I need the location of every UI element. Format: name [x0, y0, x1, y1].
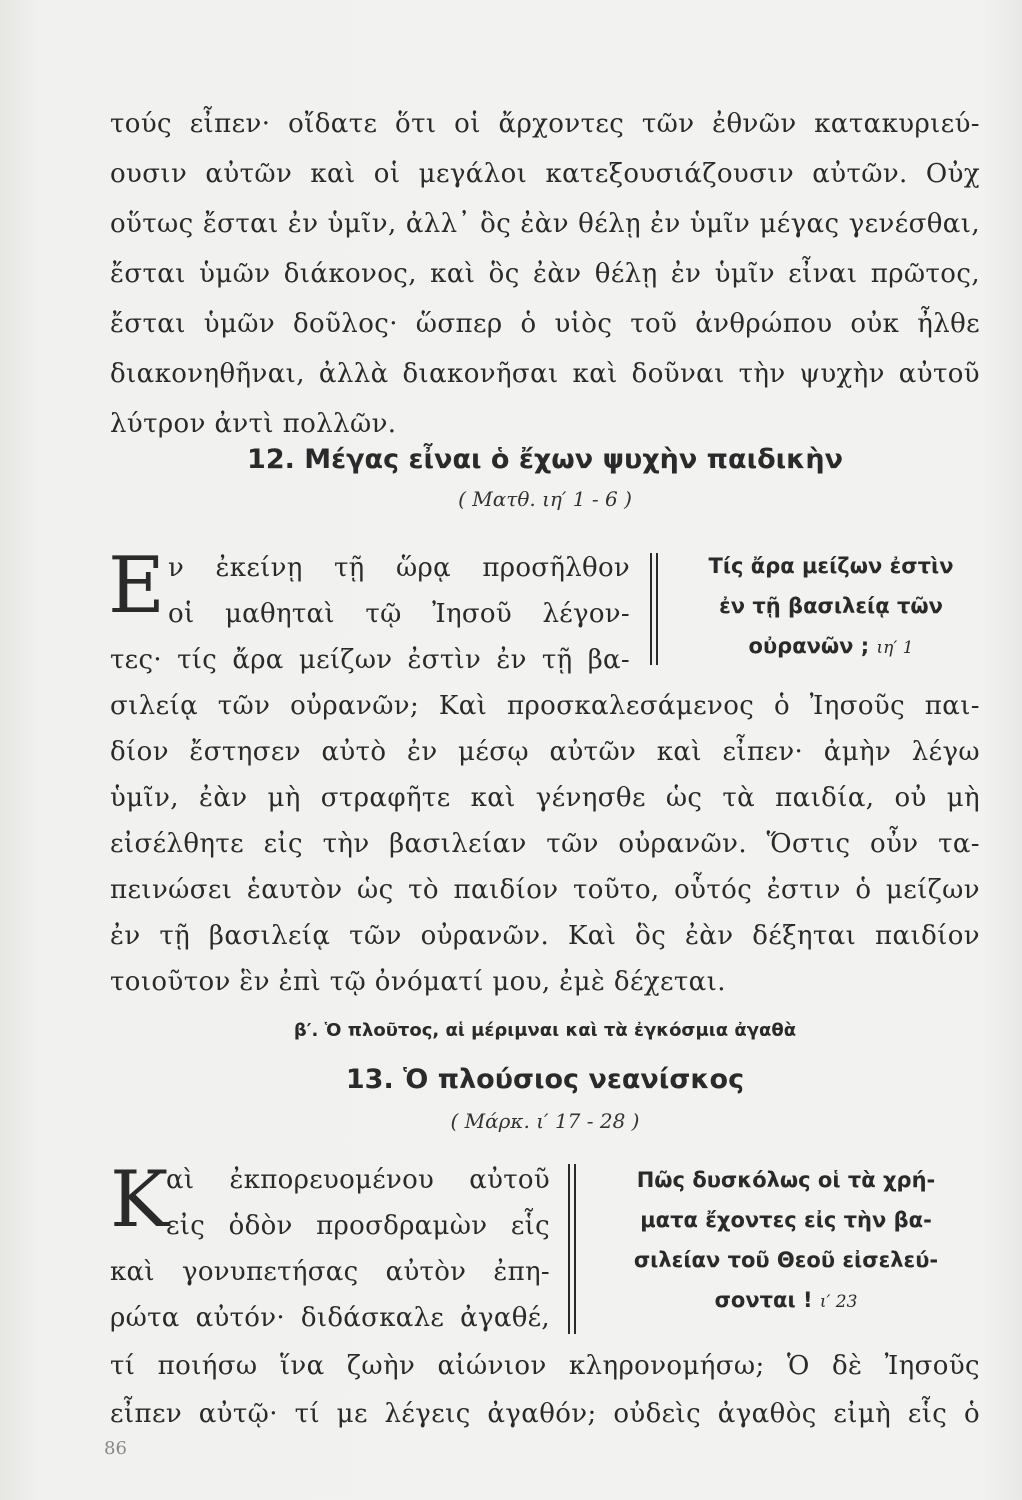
section-heading: 12. Μέγας εἶναι ὁ ἔχων ψυχὴν παιδικὴν [247, 444, 843, 475]
text-line: δίον ἔστησεν αὐτὸ ἐν μέσῳ αὐτῶν καὶ εἶπεν· ἀμὴν λέγω [110, 737, 980, 767]
text-line: τί ποιήσω ἵνα ζωὴν αἰώνιον κληρονομήσω; Ὁ δὲ Ἰησοῦς [110, 1351, 980, 1381]
text-line: σιλείᾳ τῶν οὐρανῶν; Καὶ προσκαλεσάμενος ὁ Ἰησοῦς παι- [110, 691, 980, 721]
text-line: ὑμῖν, ἐὰν μὴ στραφῆτε καὶ γένησθε ὡς τὰ παιδία, οὐ μὴ [110, 783, 980, 813]
part-heading: β′. Ὁ πλοῦτος, αἱ μέριμναι καὶ τὰ ἐγκόσμια ἀγαθὰ [293, 1020, 797, 1041]
text-line: οὕτως ἔσται ἐν ὑμῖν, ἀλλ᾽ ὃς ἐὰν θέλῃ ἐν ὑμῖν μέγας γενέσθαι, [110, 209, 980, 239]
text-line: ἔσται ὑμῶν δοῦλος· ὥσπερ ὁ υἱὸς τοῦ ἀνθρώπου οὐκ ἦλθε [110, 309, 980, 339]
column-line: ν ἐκείνῃ τῇ ὥρᾳ προσῆλθον [168, 553, 630, 583]
text-line: τούς εἶπεν· οἴδατε ὅτι οἱ ἄρχοντες τῶν ἐθνῶν κατακυριεύ- [110, 109, 980, 139]
sidenote-line: σιλείαν τοῦ Θεοῦ εἰσελεύ- [633, 1248, 939, 1272]
sidenote-line: ματα ἔχοντες εἰς τὴν βα- [640, 1208, 932, 1232]
section-reference: ( Μάρκ. ι′ 17 - 28 ) [450, 1109, 640, 1133]
sidenote-rule [650, 553, 652, 665]
section-heading: 13. Ὁ πλούσιος νεανίσκος [345, 1064, 745, 1095]
column-line: τες· τίς ἄρα μείζων ἐστὶν ἐν τῇ βα- [110, 645, 630, 675]
page-number: 86 [104, 1438, 127, 1459]
sidenote-rule [568, 1164, 570, 1334]
text-line: ουσιν αὐτῶν καὶ οἱ μεγάλοι κατεξουσιάζουσιν αὐτῶν. Οὐχ [110, 159, 980, 189]
text-line: λύτρον ἀντὶ πολλῶν. [110, 409, 397, 439]
text-line: τοιοῦτον ἓν ἐπὶ τῷ ὀνόματί μου, ἐμὲ δέχεται. [110, 967, 726, 997]
sidenote-line-with-ref [590, 1284, 982, 1318]
column-line: οἱ μαθηταὶ τῷ Ἰησοῦ λέγον- [168, 599, 630, 629]
sidenote-reference: ι′ 23 [819, 1292, 858, 1312]
sidenote-text: σονται ! [714, 1288, 813, 1312]
text-line: ἐν τῇ βασιλείᾳ τῶν οὐρανῶν. Καὶ ὃς ἐὰν δέξηται παιδίον [110, 921, 980, 951]
column-line: ρώτα αὐτόν· διδάσκαλε ἀγαθέ, [110, 1303, 550, 1333]
sidenote-line-with-ref [676, 630, 986, 664]
sidenote-reference: ιη′ 1 [876, 638, 914, 658]
section-reference: ( Ματθ. ιη′ 1 - 6 ) [458, 487, 632, 511]
column-line: αὶ ἐκπορευομένου αὐτοῦ [166, 1165, 550, 1195]
sidenote-rule [574, 1164, 576, 1334]
drop-cap: Κ [110, 1155, 169, 1245]
sidenote-text: οὐρανῶν ; [748, 634, 870, 658]
sidenote-line: Πῶς δυσκόλως οἱ τὰ χρή- [636, 1168, 936, 1192]
text-line: διακονηθῆναι, ἀλλὰ διακονῆσαι καὶ δοῦναι τὴν ψυχὴν αὐτοῦ [110, 359, 980, 389]
text-line: εἶπεν αὐτῷ· τί με λέγεις ἀγαθόν; οὐδεὶς ἀγαθὸς εἰμὴ εἷς ὁ [110, 1399, 980, 1429]
column-line: εἰς ὁδὸν προσδραμὼν εἷς [166, 1211, 550, 1241]
drop-cap: Ε [108, 541, 165, 631]
text-line: εἰσέλθητε εἰς τὴν βασιλείαν τῶν οὐρανῶν. Ὅστις οὖν τα- [110, 829, 980, 859]
text-line: ἔσται ὑμῶν διάκονος, καὶ ὃς ἐὰν θέλῃ ἐν ὑμῖν εἶναι πρῶτος, [110, 259, 980, 289]
sidenote-rule [656, 553, 658, 665]
column-line: καὶ γονυπετήσας αὐτὸν ἐπη- [110, 1257, 550, 1287]
sidenote-line: Τίς ἄρα μείζων ἐστὶν [708, 554, 954, 578]
sidenote-line: ἐν τῇ βασιλείᾳ τῶν [719, 594, 943, 618]
text-line: πεινώσει ἑαυτὸν ὡς τὸ παιδίον τοῦτο, οὗτός ἐστιν ὁ μείζων [110, 875, 980, 905]
